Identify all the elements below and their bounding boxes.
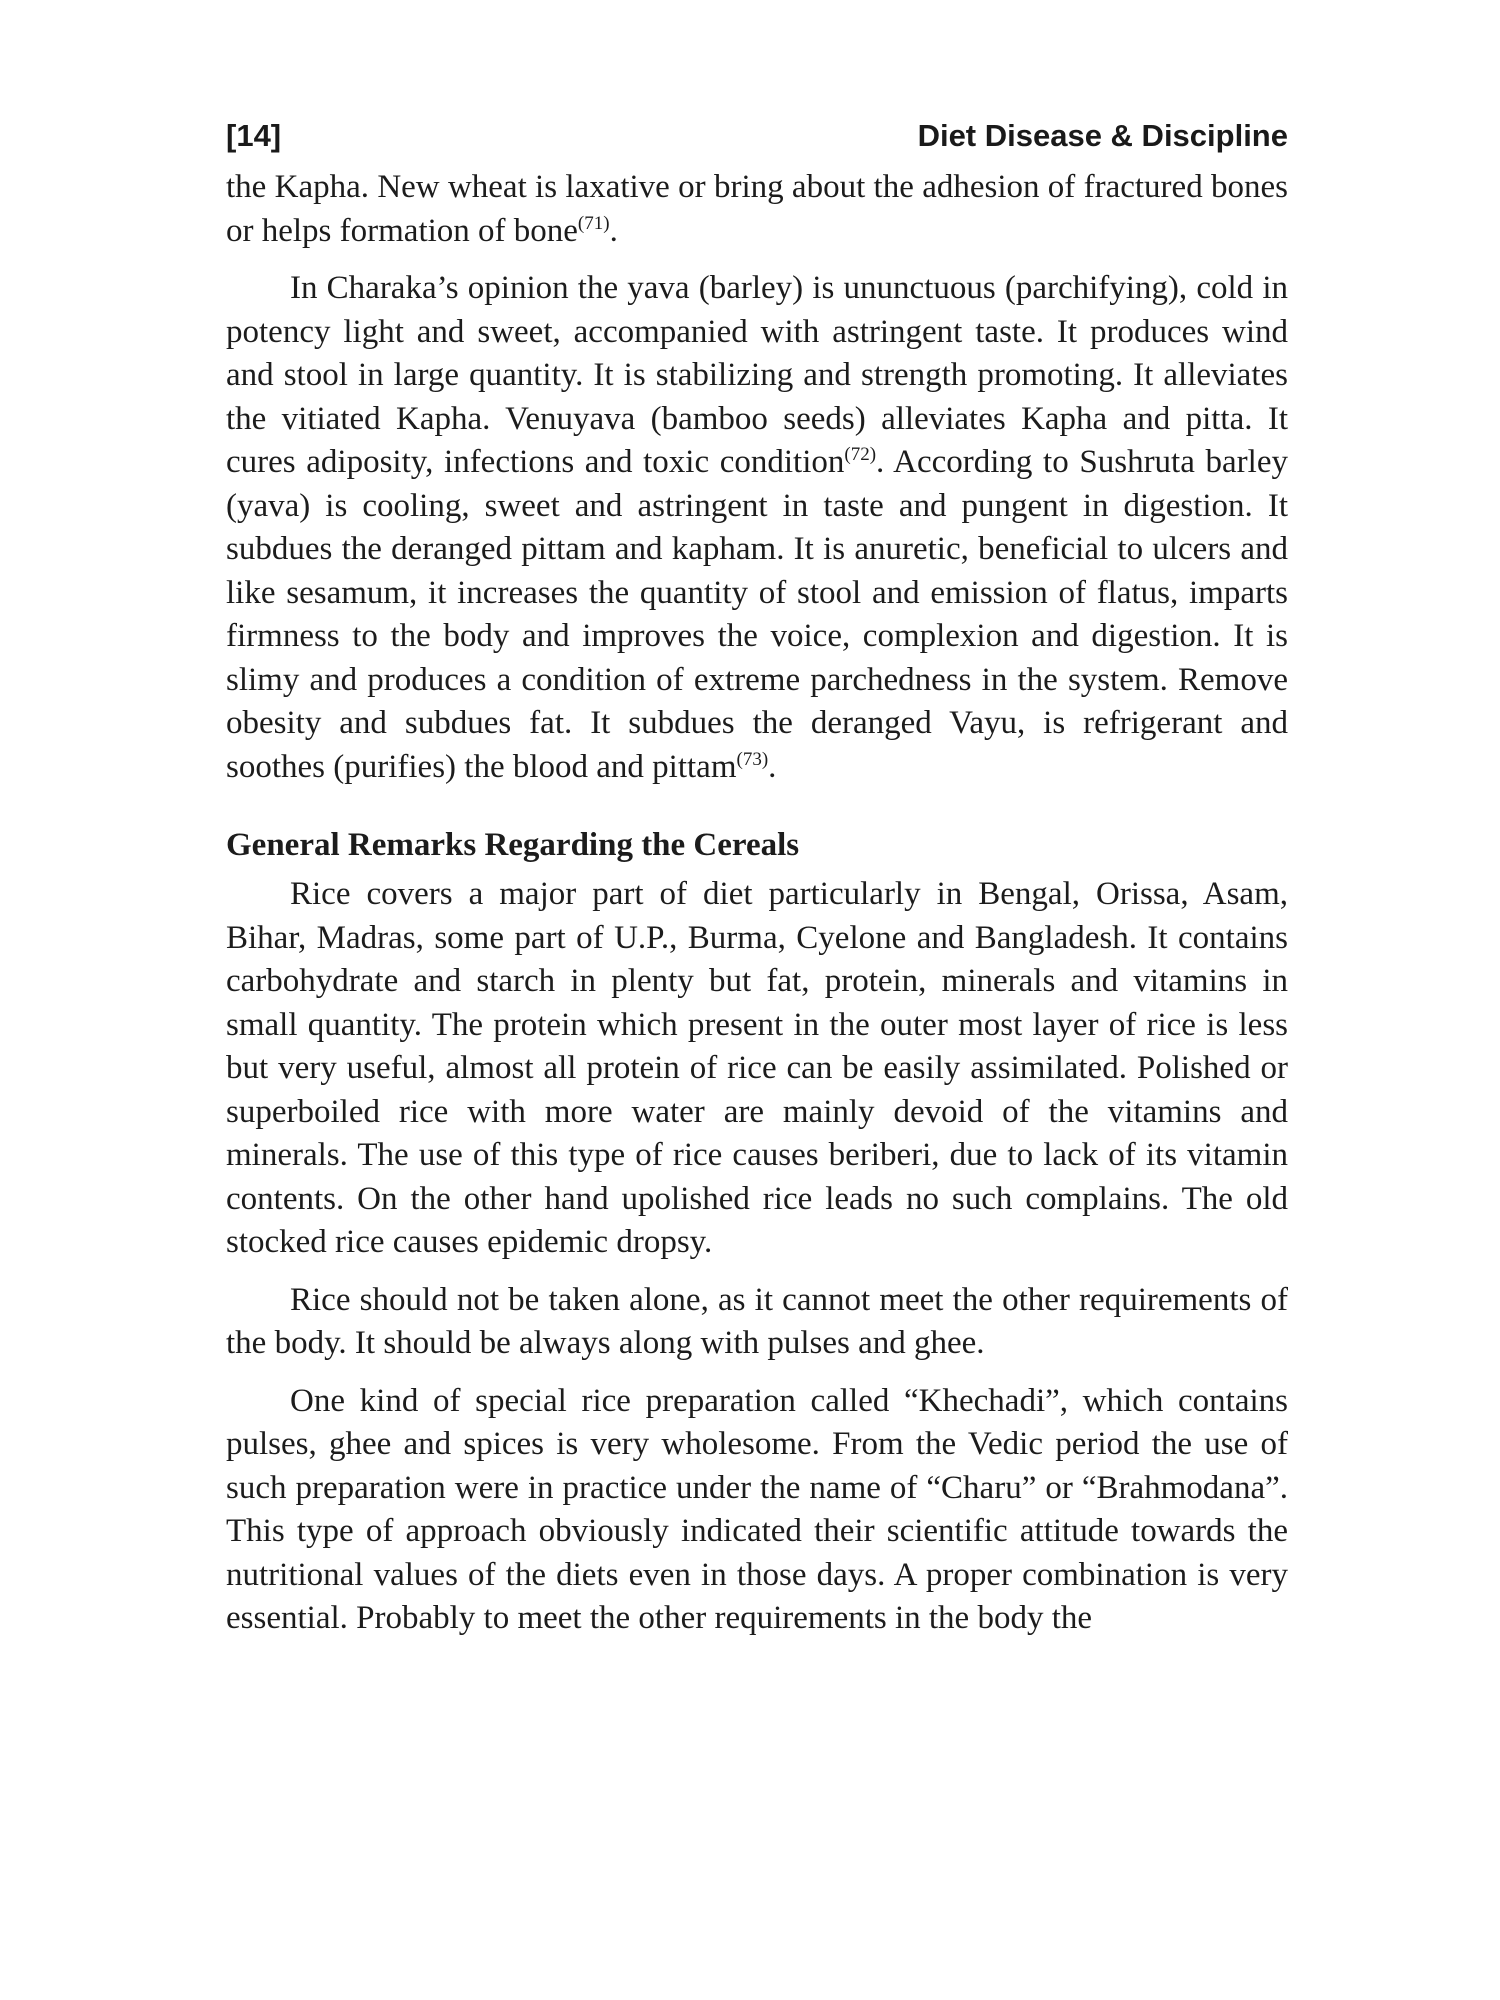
footnote-ref-73: (73) bbox=[736, 748, 769, 770]
section-heading: General Remarks Regarding the Cereals bbox=[226, 827, 800, 863]
running-header bbox=[226, 118, 1288, 154]
paragraph-text: In Charaka’s opinion the yava (barley) is ununctuous (parchifying), cold in potency light and sweet, accompanied with astringent taste. It produces wind and stool in large quantity. It is stabilizing and strength promoting. It alleviates the vitiated Kapha. Venuyava (bamboo seeds) alleviates Kapha and pitta. It cures adiposity, infections and toxic condition bbox=[226, 270, 1288, 480]
footnote-ref-72: (72) bbox=[844, 444, 877, 465]
footnote-ref-71: (71) bbox=[577, 212, 610, 234]
page-number: [14] bbox=[226, 118, 282, 153]
book-page bbox=[226, 118, 1288, 1641]
book-title: Diet Disease & Discipline bbox=[917, 118, 1288, 153]
paragraph-text-end: . bbox=[609, 212, 618, 249]
paragraph-text: the Kapha. New wheat is laxative or bring about the adhesion of fractured bones or helps formation of bone bbox=[226, 169, 1288, 249]
paragraph-text-end: . bbox=[768, 748, 777, 785]
paragraph-barley bbox=[226, 267, 1288, 789]
paragraph-khechadi: One kind of special rice preparation called “Khechadi”, which contains pulses, ghee and spices is very wholesome. From the Vedic period the use of such preparation were in practice under the name of “Charu” or “Brahmodana”. This type of approach obviously indicated their scientific attitude towards the nutritional values of the diets even in those days. A proper combination is very essential. Probably to meet the other requirements in the body the bbox=[226, 1382, 1288, 1636]
paragraph-rice-alone: Rice should not be taken alone, as it cannot meet the other requirements of the body. It should be always along with pulses and ghee. bbox=[226, 1281, 1288, 1361]
paragraph-text: . According to Sushruta barley (yava) is cooling, sweet and astringent in taste and pungent in digestion. It subdues the deranged pittam and kapham. It is anuretic, beneficial to ulcers and like sesamum, it increases the quantity of stool and emission of flatus, imparts firmness to the body and improves the voice, complexion and digestion. It is slimy and produces a condition of extreme parchedness in the system. Remove obesity and subdues fat. It subdues the deranged Vayu, is refrigerant and soothes (purifies) the blood and pittam bbox=[226, 444, 1288, 785]
paragraph-wheat-continuation bbox=[226, 166, 1288, 253]
paragraph-rice: Rice covers a major part of diet particularly in Bengal, Orissa, Asam, Bihar, Madras, some part of U.P., Burma, Cyelone and Bangladesh. It contains carbohydrate and starch in plenty but fat, protein, minerals and vitamins in small quantity. The protein which present in the outer most layer of rice is less but very useful, almost all protein of rice can be easily assimilated. Polished or superboiled rice with more water are mainly devoid of the vitamins and minerals. The use of this type of rice causes beriberi, due to lack of its vitamin contents. On the other hand upolished rice leads no such complains. The old stocked rice causes epidemic dropsy. bbox=[226, 876, 1288, 1260]
